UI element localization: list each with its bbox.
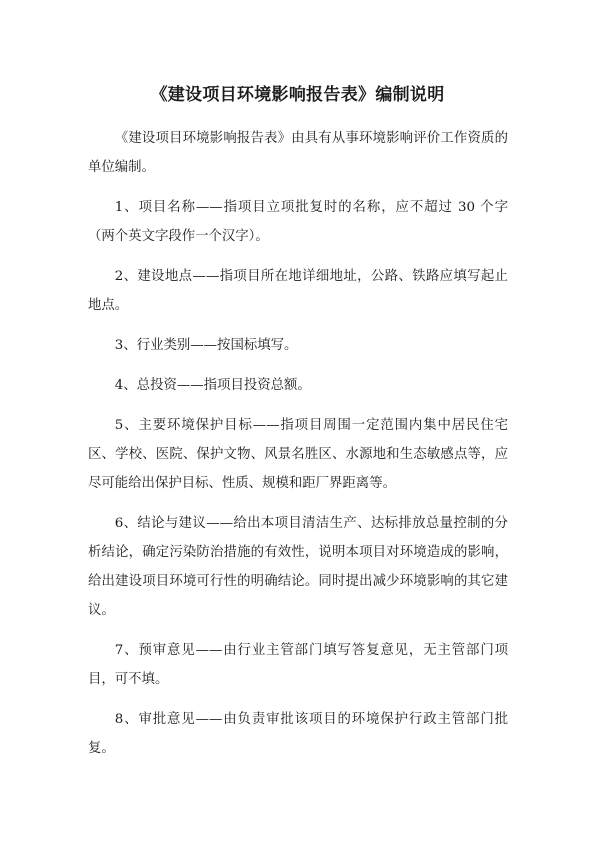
item-pre-review: 7、预审意见——由行业主管部门填写答复意见，无主管部门项目，可不填。 — [88, 643, 508, 687]
item-approval: 8、审批意见——由负责审批该项目的环境保护行政主管部门批复。 — [88, 712, 508, 756]
document-body — [88, 124, 508, 774]
item-total-investment: 4、总投资——指项目投资总额。 — [114, 378, 311, 393]
item-conclusions: 6、结论与建议——给出本项目清洁生产、达标排放总量控制的分析结论，确定污染防治措施的有效性，说明本项目对环境造成的影响，给出建设项目环境可行性的明确结论。同时提出减少环境影响的其它建议。 — [88, 516, 508, 618]
item-industry-category: 3、行业类别——按国标填写。 — [114, 338, 298, 353]
document-title: 《建设项目环境影响报告表》编制说明 — [150, 85, 445, 105]
item-construction-site: 2、建设地点——指项目所在地详细地址，公路、铁路应填写起止地点。 — [88, 269, 508, 313]
item-protection-targets: 5、主要环境保护目标——指项目周围一定范围内集中居民住宅区、学校、医院、保护文物、风景名胜区、水源地和生态敏感点等，应尽可能给出保护目标、性质、规模和距厂界距离等。 — [88, 418, 508, 491]
intro-paragraph: 《建设项目环境影响报告表》由具有从事环境影响评价工作资质的单位编制。 — [88, 131, 508, 175]
item-project-name: 1、项目名称——指项目立项批复时的名称，应不超过 30 个字（两个英文字段作一个汉字）。 — [88, 200, 508, 244]
